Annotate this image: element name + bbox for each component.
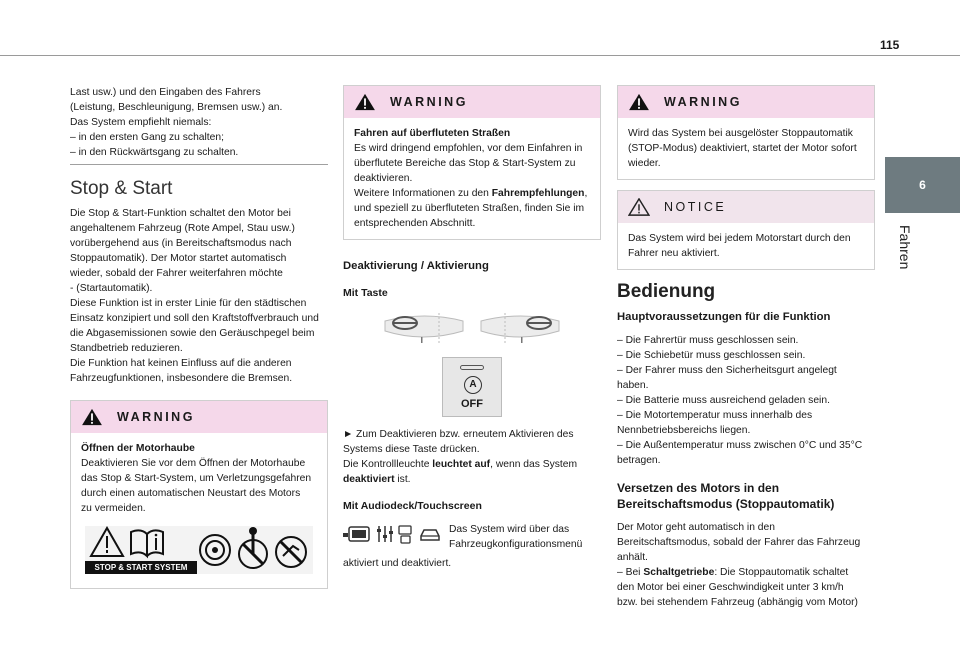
with-button-title: Mit Taste [343, 287, 388, 299]
audio-touchscreen-title: Mit Audiodeck/Touchscreen [343, 500, 482, 512]
warning-label: WARNING [390, 94, 468, 109]
column-3 [617, 85, 875, 610]
warning-header [344, 86, 600, 118]
warning-body: Öffnen der Motorhaube Deaktivieren Sie vor dem Öffnen der Motorhaube das Stop & Start-System, um Verletzungsgefahren durch einen automatischen Neustart des Motors zu vermeiden. STOP & START SYSTEM [71, 433, 327, 588]
warning-label: WARNING [664, 94, 742, 109]
warning-triangle-icon [628, 93, 650, 111]
warning-triangle-icon [81, 408, 103, 426]
section-divider [70, 164, 328, 165]
stop-start-label-sticker [81, 526, 317, 574]
warning-body: Fahren auf überfluteten Straßen Es wird dringend empfohlen, vor dem Einfahren in überflutete Bereiche das Stop & Start-System zu deaktivieren. Weitere Informationen zu den Fahrempfehlungen, und speziell zu überfluteten Straßen, finden Sie im entsprechenden Abschnitt. [344, 118, 600, 239]
page-number: 115 [880, 38, 900, 52]
chapter-label: Fahren [897, 225, 913, 270]
driving-recommendations-line: Weitere Informationen zu den Fahrempfehlungen, [354, 188, 588, 199]
column-1 [70, 85, 328, 599]
warning-box-stop-mode [617, 85, 875, 180]
warning-header [71, 401, 327, 433]
warning-body: Wird das System bei ausgelöster Stoppautomatik (STOP-Modus) deaktiviert, startet der Motor sofort wieder. [628, 128, 857, 169]
warning-heading: Fahren auf überfluteten Straßen [354, 128, 511, 139]
subsection-title-deactivation: Deaktivierung / Aktivierung [343, 260, 489, 272]
stop-start-plate: STOP & START SYSTEM [85, 561, 197, 574]
prerequisites-title: Hauptvoraussetzungen für die Funktion [617, 311, 831, 323]
indicator-lamp [460, 365, 484, 370]
auto-a-icon: A [464, 376, 482, 394]
left-hand-drive-locator-icon [381, 309, 467, 347]
settings-sliders-icon [375, 524, 415, 544]
stop-start-description: Die Stop & Start-Funktion schaltet den Motor bei angehaltenem Fahrzeug (Rote Ampel, Stau usw.) vorübergehend aus (in Bereitschaftsmodus nach Stoppautomatik). Der Motor startet automatisch wieder, sobald der Fahrer weiterfahren möchte - (Startautomatik). Diese Funktion ist in erster Linie für den städtischen Einsatz konzipiert und soll den Kraftstoffverbrauch und die Abgasemissionen sowie den Geräuschpegel beim Standbetrieb reduzieren. Die Funktion hat keinen Einfluss auf die anderen Fahrzeugfunktionen, insbesondere die Bremsen. [70, 208, 319, 384]
warning-box-bonnet [70, 400, 328, 589]
off-button-figure [343, 357, 601, 417]
intro-text: Last usw.) und den Eingaben des Fahrers (Leistung, Beschleunigung, Bremsen usw.) an. Das System empfiehlt niemals: – in den ersten Gang zu schalten; – in den Rückwärtsgang zu schalten. [70, 87, 283, 158]
vehicle-icon [419, 525, 441, 543]
notice-label: NOTICE [664, 199, 727, 214]
warning-heading: Öffnen der Motorhaube [81, 443, 195, 454]
dashboard-locator-figure [343, 309, 601, 347]
warning-triangle-icon [354, 93, 376, 111]
warning-header [618, 86, 874, 118]
standby-mode-text: Der Motor geht automatisch in den Bereitschaftsmodus, sobald der Fahrer das Fahrzeug anhält. – Bei Schaltgetriebe: Die Stoppautomatik schaltet den Motor bei einer Geschwindigkeit unter 3 km/h bzw. bei stehendem Fahrzeug (abhängig vom Motor) [617, 522, 861, 608]
section-title-stop-start: Stop & Start [70, 178, 173, 199]
warning-label: WARNING [117, 409, 195, 424]
prerequisites-list: – Die Fahrertür muss geschlossen sein. – Die Schiebetür muss geschlossen sein. – Der Fahrer muss den Sicherheitsgurt angelegt haben. – Die Batterie muss ausreichend geladen sein. – Die Motortemperatur muss innerhalb des Nennbetriebsbereichs liegen. – Die Außentemperatur muss zwischen 0°C und 35°C betragen. [617, 335, 863, 466]
driving-recommendations-link[interactable]: Fahrempfehlungen [491, 188, 585, 199]
right-hand-drive-locator-icon [477, 309, 563, 347]
off-label: OFF [461, 398, 483, 410]
notice-body: Das System wird bei jedem Motorstart durch den Fahrer neu aktiviert. [628, 233, 851, 259]
notice-triangle-icon [628, 198, 650, 216]
stop-start-off-button[interactable] [442, 357, 502, 417]
section-title-operation: Bedienung [617, 281, 716, 302]
audio-deck-icon [343, 526, 371, 542]
notice-box-reactivation [617, 190, 875, 270]
touchscreen-instruction: Das System wird über das Fahrzeugkonfigurationsmenü [343, 522, 601, 552]
chapter-tab[interactable]: 6 [885, 157, 960, 213]
standby-mode-title: Versetzen des Motors in den Bereitschaftsmodus (Stoppautomatik) [617, 481, 835, 511]
header-rule [0, 55, 960, 56]
touchscreen-icons [343, 524, 441, 544]
deactivation-instructions: ► Zum Deaktivieren bzw. erneutem Aktivieren des Systems diese Taste drücken. Die Kontrollleuchte leuchtet auf, wenn das System deaktiviert ist. [343, 429, 578, 485]
column-2: WARNING Fahren auf überfluteten Straßen Es wird dringend empfohlen, vor dem Einfahren in überflutete Bereiche das Stop & Start-System zu deaktivieren. Weitere Informationen zu den Fahrempfehlungen, und speziell zu überfluteten Straßen, finden Sie im entsprechenden Abschnitt. Deaktivierung / Aktivierung Mit Taste A OFF ► Zum Deaktivieren bzw. erneutem Aktivieren des Systems diese Taste drücken. Die Kontrollleuchte leuchtet auf, wenn das System deaktiviert ist. Mit Audiodeck/Touchscreen Das System wird über das Fahrzeugkonfigurationsmenü aktiviert und deaktiviert. [343, 85, 601, 571]
warning-box-flooded-roads [343, 85, 601, 240]
notice-header [618, 191, 874, 223]
